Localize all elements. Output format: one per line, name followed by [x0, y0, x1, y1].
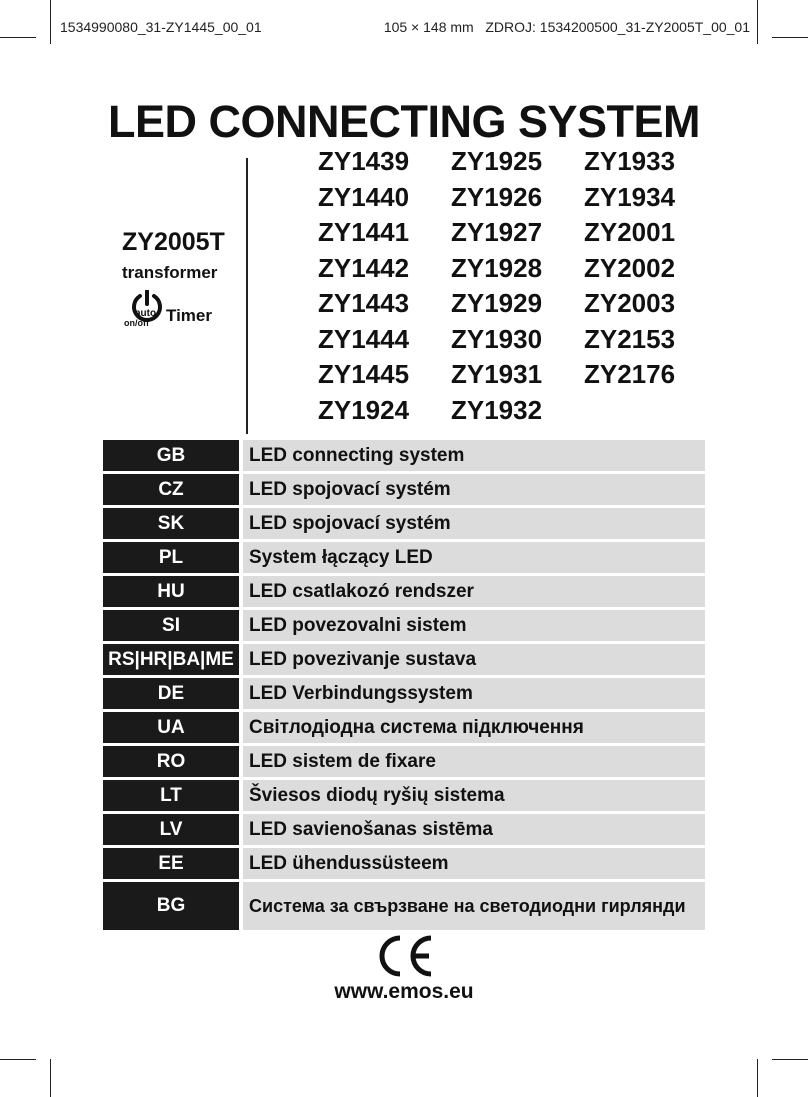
model-code: ZY2002 — [584, 252, 676, 283]
model-code: ZY1927 — [451, 217, 543, 247]
language-row — [103, 474, 705, 505]
language-text: System łączący LED — [243, 542, 705, 573]
language-code: HU — [103, 576, 239, 607]
language-text: LED povezivanje sustava — [243, 644, 705, 675]
model-code: ZY1932 — [451, 394, 543, 425]
language-row — [103, 780, 705, 811]
language-code: LV — [103, 814, 239, 845]
crop-mark — [50, 1059, 51, 1097]
language-row — [103, 508, 705, 539]
language-text: LED sistem de fixare — [243, 746, 705, 777]
language-row — [103, 882, 705, 930]
language-code: EE — [103, 848, 239, 879]
svg-text:auto: auto — [135, 308, 157, 319]
model-code: ZY1445 — [318, 359, 410, 389]
model-code: ZY1926 — [451, 181, 543, 212]
language-code: PL — [103, 542, 239, 573]
divider — [246, 158, 248, 434]
language-code: LT — [103, 780, 239, 811]
crop-mark — [772, 1059, 808, 1060]
model-code: ZY1442 — [318, 252, 410, 283]
ce-mark — [0, 934, 808, 978]
crop-mark — [772, 37, 808, 38]
language-row — [103, 644, 705, 675]
crop-mark — [50, 0, 51, 44]
language-row — [103, 610, 705, 641]
model-codes-column — [584, 144, 714, 393]
model-codes-column — [318, 144, 448, 428]
print-code-right: 105 × 148 mm ZDROJ: 1534200500_31-ZY2005T_00_01 — [383, 19, 750, 35]
model-code: ZY1924 — [318, 394, 410, 425]
svg-text:on/off: on/off — [124, 318, 149, 328]
model-codes-column — [451, 144, 581, 428]
language-code: SI — [103, 610, 239, 641]
model-code: ZY1925 — [451, 146, 543, 176]
language-text: LED connecting system — [243, 440, 705, 471]
language-code: SK — [103, 508, 239, 539]
language-row — [103, 542, 705, 573]
model-code: ZY1933 — [584, 146, 676, 176]
language-code: RO — [103, 746, 239, 777]
language-row — [103, 440, 705, 471]
language-code: BG — [103, 882, 239, 930]
timer-label: Timer — [166, 306, 212, 325]
language-text: LED csatlakozó rendszer — [243, 576, 705, 607]
language-row — [103, 576, 705, 607]
model-code: ZY2176 — [584, 359, 676, 389]
model-code: ZY1931 — [451, 359, 543, 389]
model-code: ZY1443 — [318, 288, 410, 318]
language-code: UA — [103, 712, 239, 743]
model-code: ZY2153 — [584, 323, 676, 354]
crop-mark — [757, 0, 758, 44]
language-code: GB — [103, 440, 239, 471]
model-code: ZY2001 — [584, 217, 676, 247]
language-row — [103, 712, 705, 743]
model-code: ZY1929 — [451, 288, 543, 318]
language-text: LED povezovalni sistem — [243, 610, 705, 641]
language-text: LED spojovací systém — [243, 474, 705, 505]
model-code: ZY1440 — [318, 181, 410, 212]
model-code: ZY1930 — [451, 323, 543, 354]
language-row — [103, 746, 705, 777]
model-code: ZY1934 — [584, 181, 676, 212]
language-text: LED Verbindungssystem — [243, 678, 705, 709]
language-text: LED spojovací systém — [243, 508, 705, 539]
timer-icon — [123, 290, 167, 330]
model-code: ZY1439 — [318, 146, 410, 176]
language-code: RS|HR|BA|ME — [103, 644, 239, 675]
page-title: LED CONNECTING SYSTEM — [107, 96, 701, 147]
language-row — [103, 678, 705, 709]
product-model: ZY2005T — [122, 228, 225, 256]
print-code-left: 1534990080_31-ZY1445_00_01 — [60, 19, 262, 35]
language-code: DE — [103, 678, 239, 709]
crop-mark — [0, 1059, 36, 1060]
language-text: Система за свързване на светодиодни гирлянди — [243, 882, 705, 930]
product-subtitle: transformer — [122, 263, 218, 282]
language-text: LED ühendussüsteem — [243, 848, 705, 879]
model-code: ZY1441 — [318, 217, 410, 247]
language-text: Šviesos diodų ryšių sistema — [243, 780, 705, 811]
model-code: ZY1928 — [451, 252, 543, 283]
crop-mark — [0, 37, 36, 38]
language-row — [103, 814, 705, 845]
crop-mark — [757, 1059, 758, 1097]
model-code: ZY1444 — [318, 323, 410, 354]
model-code: ZY2003 — [584, 288, 676, 318]
language-text: Світлодіодна система підключення — [243, 712, 705, 743]
website-url: www.emos.eu — [334, 980, 474, 1003]
language-table — [103, 440, 705, 933]
language-code: CZ — [103, 474, 239, 505]
language-text: LED savienošanas sistēma — [243, 814, 705, 845]
language-row — [103, 848, 705, 879]
